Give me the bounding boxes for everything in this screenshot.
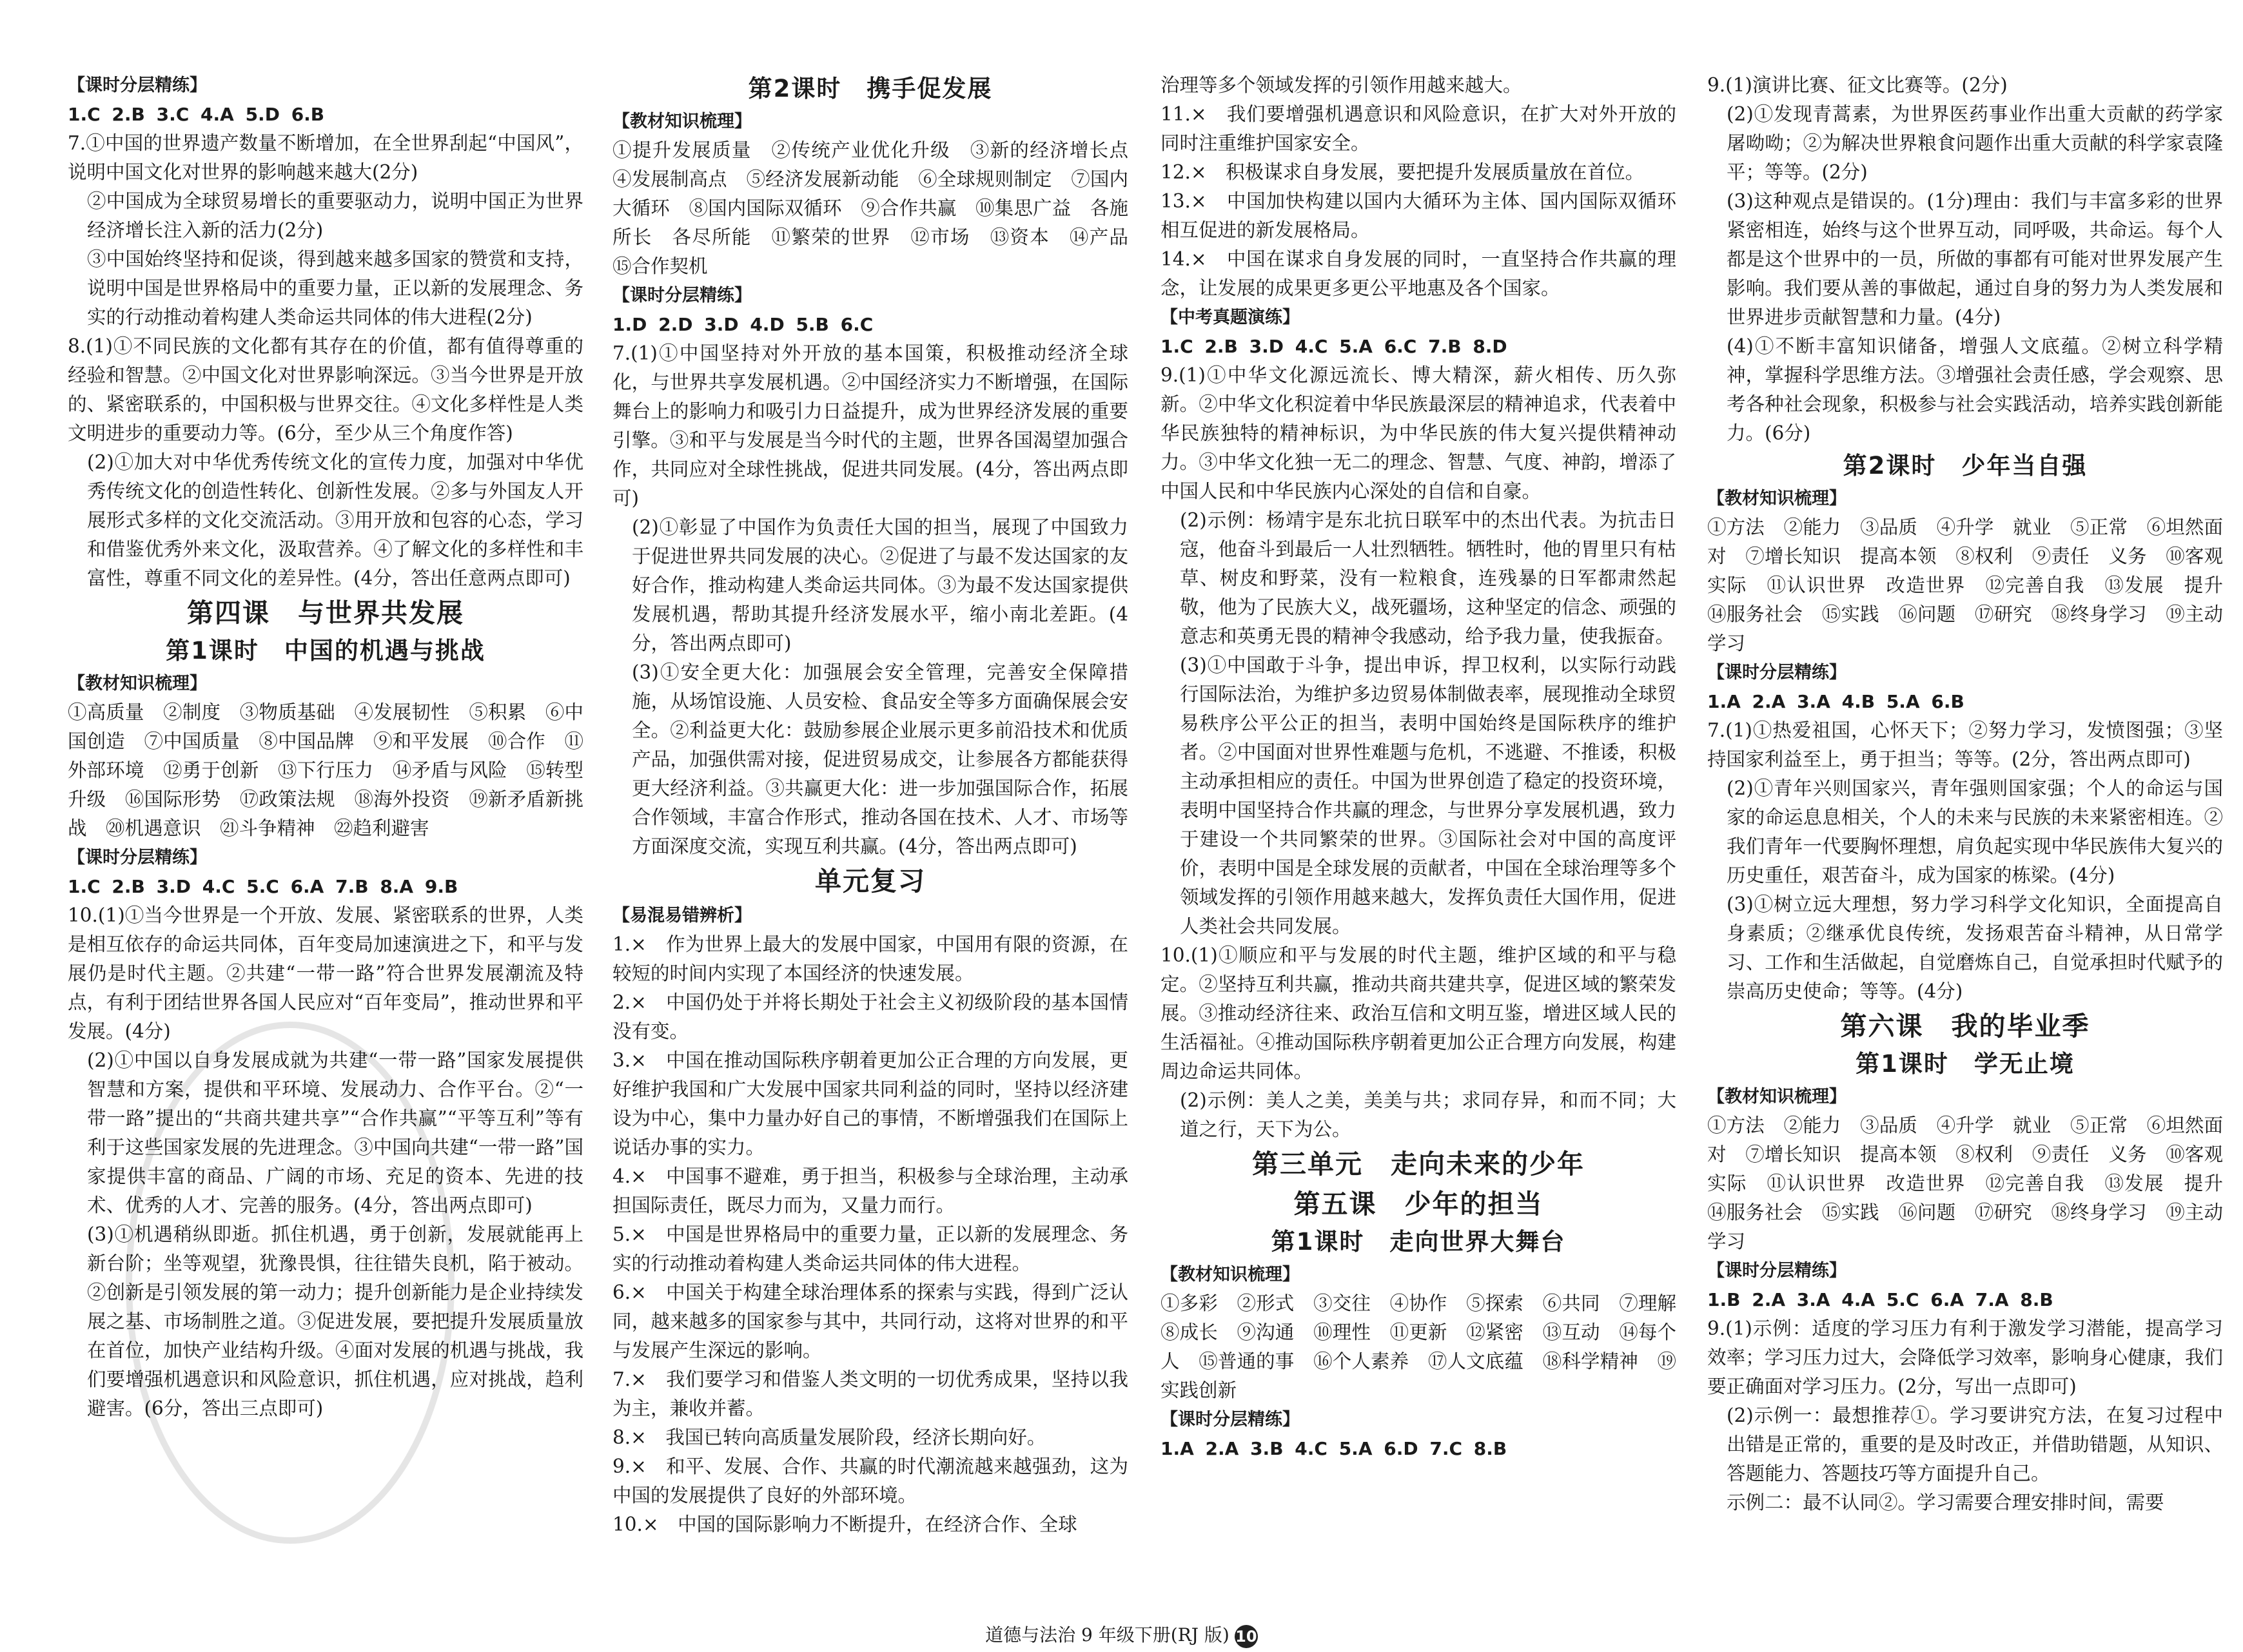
answer-paragraph: (2)示例一：最想推荐①。学习要讲究方法，在复习过程中出错是正常的，重要的是及时改正，并借助错题，从知识、答题能力、答题技巧等方面提升自己。	[1727, 1404, 2223, 1484]
error-item: 3.× 中国在推动国际秩序朝着更加公正合理的方向发展，更好维护我国和广大发展中国家共同利益的同时，坚持以经济建设为中心，集中力量办好自己的事情，不断增强我们在国际上说话办事的实力。	[612, 1049, 1128, 1158]
error-item: 11.× 我们要增强机遇意识和风险意识，在扩大对外开放的同时注重维护国家安全。	[1161, 103, 1676, 154]
period-title: 第1课时 走向世界大舞台	[1271, 1228, 1566, 1256]
lesson-title: 第五课 少年的担当	[1293, 1189, 1543, 1220]
answer-paragraph: (2)①中国以自身发展成就为共建“一带一路”国家发展提供智慧和方案，提供和平环境、发展动力、合作平台。②“一带一路”提出的“共商共建共享”“合作共赢”“平等互利”等有利于这些国家发展的先进理念。③中国向共建“一带一路”国家提供丰富的商品、广阔的市场、充足的资本、先进的技术、优秀的人才、完善的服务。(4分，答出两点即可)	[87, 1049, 583, 1216]
section-tag: 【教材知识梳理】	[68, 674, 207, 694]
section-tag: 【中考真题演练】	[1161, 307, 1300, 327]
answer-paragraph: ③中国始终坚持和促谈，得到越来越多国家的赞赏和支持，说明中国是世界格局中的重要力量，正以新的发展理念、务实的行动推动着构建人类命运共同体的伟大进程(2分)	[87, 248, 583, 328]
answer-paragraph: (2)示例：美人之美，美美与共；求同存异，和而不同；大道之行，天下为公。	[1180, 1089, 1676, 1140]
answer-paragraph: 10.(1)①顺应和平与发展的时代主题，维护区域的和平与稳定。②坚持互利共赢，推动共商共建共享，促进区域的繁荣发展。③推动经济往来、政治互信和文明互鉴，增进区域人民的生活福祉。④推动国际秩序朝着更加公正合理方向发展，构建周边命运共同体。	[1161, 944, 1676, 1082]
section-tag: 【教材知识梳理】	[1707, 489, 1846, 509]
answer-paragraph: (3)①机遇稍纵即逝。抓住机遇，勇于创新，发展就能再上新台阶；坐等观望，犹豫畏惧，往往错失良机，陷于被动。②创新是引领发展的第一动力；提升创新能力是企业持续发展之基、市场制胜之道。③促进发展，要把提升发展质量放在首位，加快产业结构升级。④面对发展的机遇与挑战，我们要增强机遇意识和风险意识，抓住机遇，应对挑战，趋利避害。(6分，答出三点即可)	[87, 1223, 583, 1419]
answer-paragraph: (3)①安全更大化：加强展会安全管理，完善安全保障措施，从场馆设施、人员安检、食品安全等多方面确保展会安全。②利益更大化：鼓励参展企业展示更多前沿技术和优质产品，加强供需对接，促进贸易成交，让参展各方都能获得更大经济利益。③共赢更大化：进一步加强国际合作，拓展合作领域，丰富合作形式，推动各国在技术、人才、市场等方面深度交流，实现互利共赢。(4分，答出两点即可)	[632, 661, 1128, 857]
knowledge-list: ①方法 ②能力 ③品质 ④升学 就业 ⑤正常 ⑥坦然面对 ⑦增长知识 提高本领 ⑧权利 ⑨责任 义务 ⑩客观实际 ⑪认识世界 改造世界 ⑫完善自我 ⑬发展 提升 ⑭服务社会 ⑮实践 ⑯问题 ⑰研究 ⑱终身学习 ⑲主动学习	[1707, 516, 2242, 654]
knowledge-list: ①提升发展质量 ②传统产业优化升级 ③新的经济增长点 ④发展制高点 ⑤经济发展新动能 ⑥全球规则制定 ⑦国内大循环 ⑧国内国际双循环 ⑨合作共赢 ⑩集思广益 各施所长 各尽所能 ⑪繁荣的世界 ⑫市场 ⑬资本 ⑭产品 ⑮合作契机	[612, 139, 1148, 277]
mc-answers: 1.C 2.B 3.D 4.C 5.A 6.C 7.B 8.D	[1161, 336, 1507, 357]
error-item-continued: 治理等多个领域发挥的引领作用越来越大。	[1161, 74, 1522, 96]
error-item: 9.× 和平、发展、合作、共赢的时代潮流越来越强劲，这为中国的发展提供了良好的外部环境。	[612, 1455, 1128, 1506]
error-item: 7.× 我们要学习和借鉴人类文明的一切优秀成果，坚持以我为主，兼收并蓄。	[612, 1368, 1128, 1419]
column-2	[612, 71, 1148, 1539]
knowledge-list: ①多彩 ②形式 ③交往 ④协作 ⑤探索 ⑥共同 ⑦理解 ⑧成长 ⑨沟通 ⑩理性 ⑪更新 ⑫紧密 ⑬互动 ⑭每个人 ⑮普通的事 ⑯个人素养 ⑰人文底蕴 ⑱科学精神 ⑲实践创新	[1161, 1292, 1696, 1401]
section-tag: 【课时分层精练】	[612, 286, 752, 306]
section-tag: 【课时分层精练】	[1161, 1410, 1300, 1430]
answer-paragraph: (3)①中国敢于斗争，提出申诉，捍卫权利，以实际行动践行国际法治，为维护多边贸易体制做表率，展现推动全球贸易秩序公平公正的担当，表明中国始终是国际秩序的维护者。②中国面对世界性难题与危机，不逃避、不推诿，积极主动承担相应的责任。中国为世界创造了稳定的投资环境，表明中国坚持合作共赢的理念，与世界分享发展机遇，致力于建设一个共同繁荣的世界。③国际社会对中国的高度评价，表明中国是全球发展的贡献者，中国在全球治理等多个领域发挥的引领作用越来越大，发挥负责任大国作用，促进人类社会共同发展。	[1180, 654, 1676, 937]
column-1	[68, 71, 583, 1423]
answer-paragraph: (2)①加大对中华优秀传统文化的宣传力度，加强对中华优秀传统文化的创造性转化、创新性发展。②多与外国友人开展形式多样的文化交流活动。③用开放和包容的心态，学习和借鉴优秀外来文化，汲取营养。④了解文化的多样性和丰富性，尊重不同文化的差异性。(4分，答出任意两点即可)	[87, 451, 583, 589]
section-tag: 【课时分层精练】	[1707, 663, 1846, 683]
error-item: 6.× 中国关于构建全球治理体系的探索与实践，得到广泛认同，越来越多的国家参与其中，共同行动，这将对世界的和平与发展产生深远的影响。	[612, 1281, 1128, 1361]
column-4	[1707, 71, 2242, 1517]
period-title: 第2课时 携手促发展	[748, 75, 993, 102]
error-item: 12.× 积极谋求自身发展，要把提升发展质量放在首位。	[1161, 161, 1645, 183]
error-item: 14.× 中国在谋求自身发展的同时，一直坚持合作共赢的理念，让发展的成果更多更公平地惠及各个国家。	[1161, 248, 1676, 299]
answer-paragraph: ②中国成为全球贸易增长的重要驱动力，说明中国正为世界经济增长注入新的活力(2分)	[87, 190, 583, 241]
error-item: 5.× 中国是世界格局中的重要力量，正以新的发展理念、务实的行动推动着构建人类命运共同体的伟大进程。	[612, 1223, 1128, 1274]
answer-paragraph: 9.(1)演讲比赛、征文比赛等。(2分)	[1707, 74, 2008, 96]
answer-paragraph: (4)①不断丰富知识储备，增强人文底蕴。②树立科学精神，掌握科学思维方法。③增强社会责任感，学会观察、思考各种社会现象，积极参与社会实践活动，培养实践创新能力。(6分)	[1727, 335, 2223, 444]
error-item: 13.× 中国加快构建以国内大循环为主体、国内国际双循环相互促进的新发展格局。	[1161, 190, 1676, 241]
mc-answers: 1.B 2.A 3.A 4.A 5.C 6.A 7.A 8.B	[1707, 1289, 2053, 1310]
section-tag: 【教材知识梳理】	[612, 112, 752, 131]
answer-paragraph: (2)①青年兴则国家兴，青年强则国家强；个人的命运与国家的命运息息相关，个人的未来与民族的未来紧密相连。②我们青年一代要胸怀理想，肩负起实现中华民族伟大复兴的历史重任，艰苦奋斗，成为国家的栋梁。(4分)	[1727, 777, 2223, 886]
answer-paragraph: 7.(1)①中国坚持对外开放的基本国策，积极推动经济全球化，与世界共享发展机遇。②中国经济实力不断增强，在国际舞台上的影响力和吸引力日益提升，成为世界经济发展的重要引擎。③和平与发展是当今时代的主题，世界各国渴望加强合作，共同应对全球性挑战，促进共同发展。(4分，答出两点即可)	[612, 342, 1128, 509]
footer-book-title: 道德与法治 9 年级下册(RJ 版)	[985, 1624, 1229, 1646]
answer-paragraph: 7.(1)①热爱祖国，心怀天下；②努力学习，发愤图强；③坚持国家利益至上，勇于担当；等等。(2分，答出两点即可)	[1707, 719, 2223, 770]
mc-answers: 1.C 2.B 3.D 4.C 5.C 6.A 7.B 8.A 9.B	[68, 876, 458, 897]
unit-title: 第三单元 走向未来的少年	[1252, 1149, 1585, 1180]
answer-paragraph: 9.(1)①中华文化源远流长、博大精深，薪火相传、历久弥新。②中华文化积淀着中华民族最深层的精神追求，代表着中华民族独特的精神标识，为中华民族的伟大复兴提供精神动力。③中华文化独一无二的理念、智慧、气度、神韵，增添了中国人民和中华民族内心深处的自信和自豪。	[1161, 364, 1676, 502]
answer-paragraph: (2)示例：杨靖宇是东北抗日联军中的杰出代表。为抗击日寇，他奋斗到最后一人壮烈牺牲。牺牲时，他的胃里只有枯草、树皮和野菜，没有一粒粮食，连残暴的日军都肃然起敬，他为了民族大义，战死疆场，这种坚定的信念、顽强的意志和英勇无畏的精神令我感动，给予我力量，使我振奋。	[1180, 509, 1676, 647]
mc-answers: 1.C 2.B 3.C 4.A 5.D 6.B	[68, 104, 325, 125]
answer-paragraph: 9.(1)示例：适度的学习压力有利于激发学习潜能，提高学习效率；学习压力过大，会降低学习效率，影响身心健康，我们要正确面对学习压力。(2分，写出一点即可)	[1707, 1317, 2223, 1397]
section-tag: 【教材知识梳理】	[1161, 1265, 1300, 1285]
mc-answers: 1.A 2.A 3.B 4.C 5.A 6.D 7.C 8.B	[1161, 1438, 1507, 1459]
answer-paragraph: (3)①树立远大理想，努力学习科学文化知识，全面提高自身素质；②继承优良传统，发扬艰苦奋斗精神，从日常学习、工作和生活做起，自觉磨炼自己，自觉承担时代赋予的崇高历史使命；等等。(4分)	[1727, 893, 2223, 1002]
error-item: 4.× 中国事不避难，勇于担当，积极参与全球治理，主动承担国际责任，既尽力而为，又量力而行。	[612, 1165, 1128, 1216]
error-item: 2.× 中国仍处于并将长期处于社会主义初级阶段的基本国情没有变。	[612, 991, 1128, 1042]
section-tag: 【课时分层精练】	[1707, 1261, 1846, 1281]
lesson-title: 第四课 与世界共发展	[187, 598, 464, 628]
unit-review-title: 单元复习	[815, 866, 926, 897]
page-number: 10	[1235, 1625, 1258, 1648]
error-item: 8.× 我国已转向高质量发展阶段，经济长期向好。	[612, 1426, 1046, 1448]
error-item: 10.× 中国的国际影响力不断提升，在经济合作、全球	[612, 1513, 1077, 1535]
answer-paragraph: 示例二：最不认同②。学习需要合理安排时间，需要	[1727, 1492, 2164, 1513]
period-title: 第1课时 学无止境	[1856, 1050, 2075, 1078]
section-tag: 【课时分层精练】	[68, 75, 207, 95]
answer-paragraph: 10.(1)①当今世界是一个开放、发展、紧密联系的世界，人类是相互依存的命运共同体，百年变局加速演进之下，和平与发展仍是时代主题。②共建“一带一路”符合世界发展潮流及特点，有利于团结世界各国人民应对“百年变局”，推动世界和平发展。(4分)	[68, 904, 583, 1042]
section-tag: 【教材知识梳理】	[1707, 1087, 1846, 1107]
answer-paragraph: (2)①彰显了中国作为负责任大国的担当，展现了中国致力于促进世界共同发展的决心。②促进了与最不发达国家的友好合作，推动构建人类命运共同体。③为最不发达国家提供发展机遇，帮助其提升经济发展水平，缩小南北差距。(4分，答出两点即可)	[632, 516, 1128, 654]
period-title: 第1课时 中国的机遇与挑战	[166, 637, 485, 665]
mc-answers: 1.D 2.D 3.D 4.D 5.B 6.C	[612, 314, 874, 335]
mc-answers: 1.A 2.A 3.A 4.B 5.A 6.B	[1707, 691, 1964, 712]
answer-paragraph: 8.(1)①不同民族的文化都有其存在的价值，都有值得尊重的经验和智慧。②中国文化对世界影响深远。③当今世界是开放的、紧密联系的，中国积极与世界交往。④文化多样性是人类文明进步的重要动力等。(6分，至少从三个角度作答)	[68, 335, 583, 444]
answer-paragraph: 7.①中国的世界遗产数量不断增加，在全世界刮起“中国风”，说明中国文化对世界的影响越来越大(2分)	[68, 132, 583, 183]
column-3	[1161, 71, 1696, 1463]
knowledge-list: ①高质量 ②制度 ③物质基础 ④发展韧性 ⑤积累 ⑥中国创造 ⑦中国质量 ⑧中国品牌 ⑨和平发展 ⑩合作 ⑪外部环境 ⑫勇于创新 ⑬下行压力 ⑭矛盾与风险 ⑮转型升级 ⑯国际形势 ⑰政策法规 ⑱海外投资 ⑲新矛盾新挑战 ⑳机遇意识 ㉑斗争精神 ㉒趋利避害	[68, 701, 583, 839]
section-tag: 【课时分层精练】	[68, 848, 207, 868]
answer-paragraph: (2)①发现青蒿素，为世界医药事业作出重大贡献的药学家屠呦呦；②为解决世界粮食问题作出重大贡献的科学家袁隆平；等等。(2分)	[1727, 103, 2223, 183]
error-item: 1.× 作为世界上最大的发展中国家，中国用有限的资源，在较短的时间内实现了本国经济的快速发展。	[612, 933, 1128, 984]
page-footer	[0, 1621, 2243, 1648]
period-title: 第2课时 少年当自强	[1843, 452, 2088, 480]
knowledge-list: ①方法 ②能力 ③品质 ④升学 就业 ⑤正常 ⑥坦然面对 ⑦增长知识 提高本领 ⑧权利 ⑨责任 义务 ⑩客观实际 ⑪认识世界 改造世界 ⑫完善自我 ⑬发展 提升 ⑭服务社会 ⑮实践 ⑯问题 ⑰研究 ⑱终身学习 ⑲主动学习	[1707, 1114, 2242, 1252]
answer-paragraph: (3)这种观点是错误的。(1分)理由：我们与丰富多彩的世界紧密相连，始终与这个世界互动，同呼吸，共命运。每个人都是这个世界中的一员，所做的事都有可能对世界发展产生影响。我们要从善的事做起，通过自身的努力为人类发展和世界进步贡献智慧和力量。(4分)	[1727, 190, 2223, 328]
section-tag: 【易混易错辨析】	[612, 906, 752, 926]
lesson-title: 第六课 我的毕业季	[1840, 1011, 2090, 1042]
